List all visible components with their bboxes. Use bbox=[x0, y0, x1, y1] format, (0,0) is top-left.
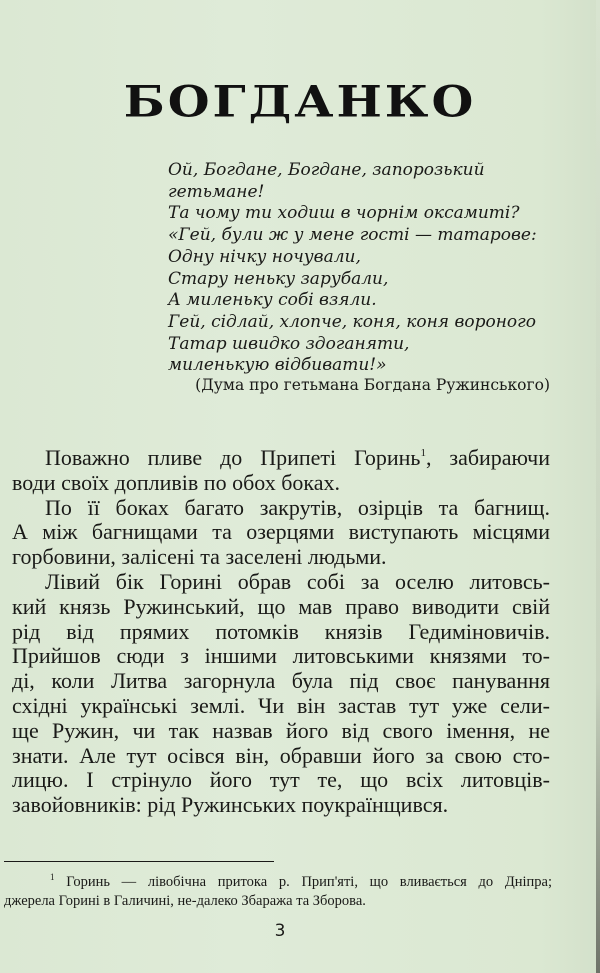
footnote-marker: 1 bbox=[50, 872, 55, 882]
page-number: 3 bbox=[274, 921, 286, 941]
verse-line: Стару неньку зарубали, bbox=[168, 268, 389, 289]
paragraph-line: кий князь Ружинський, що мав право виводити свій bbox=[12, 593, 550, 619]
paragraph-line: води своїх допливів по обох боках. bbox=[12, 469, 341, 495]
paragraph-line: рід від прямих потомків князів Гедиміновичів. bbox=[12, 618, 550, 644]
chapter-title: БОГДАНКО bbox=[123, 76, 477, 128]
verse-line: А миленьку собі взяли. bbox=[168, 290, 377, 311]
footnote-reference[interactable]: 1 bbox=[420, 447, 426, 459]
verse-line: Одну нічку ночували, bbox=[168, 246, 361, 267]
verse-line: гетьмане! bbox=[168, 181, 265, 202]
epigraph-attribution: (Дума про гетьмана Богдана Ружинського) bbox=[195, 376, 550, 394]
paragraph-line: знати. Але тут осівся він, обравши його за свою сто- bbox=[12, 742, 550, 768]
paragraph-line: Лівий бік Горині обрав собі за оселю литовсь- bbox=[45, 568, 550, 594]
footnote-line: $^1$ Горинь — лівобічна притока р. Прип'яті, що вливається до Дніпра; bbox=[50, 872, 553, 890]
verse-line: «Гей, були ж у мене гості — татарове: bbox=[168, 225, 537, 246]
verse-line: Гей, сідлай, хлопче, коня, коня вороного bbox=[168, 311, 536, 332]
paragraph-line: Прийшов сюди з іншими литовськими князями то- bbox=[12, 643, 550, 669]
verse-line: миленькую відбивати!» bbox=[168, 355, 387, 376]
paragraph-line: східні українські землі. Чи він застав тут уже сели- bbox=[12, 692, 550, 718]
verse-line: Та чому ти ходиш в чорнім оксамиті? bbox=[168, 203, 520, 224]
paragraph-line: лицю. І стрінуло його тут те, що всіх литовців- bbox=[12, 767, 550, 793]
verse-line: Ой, Богдане, Богдане, запорозький bbox=[168, 160, 485, 180]
verse-line: Татар швидко здоганяти, bbox=[168, 333, 410, 354]
epigraph-verse bbox=[168, 160, 588, 377]
paragraph-line: Поважно пливе до Припеті Горинь$^1$, забираючи bbox=[45, 445, 550, 470]
paragraph-line: завойовників: рід Ружинських поукраїнщився. bbox=[12, 792, 449, 818]
paragraph-line: ді, коли Литва загорнула була під своє панування bbox=[12, 668, 550, 694]
paragraph-line: горбовини, залісені та заселені людьми. bbox=[12, 544, 387, 570]
page-edge-shadow bbox=[596, 0, 600, 973]
footnote-divider bbox=[4, 861, 274, 862]
footnote bbox=[4, 873, 552, 911]
paragraph-line: ще Ружин, чи так назвав його від свого імення, не bbox=[12, 717, 550, 743]
paragraph-line: По її боках багато закрутів, озірців та багнищ. bbox=[45, 494, 550, 520]
paragraph-line: А між багнищами та озерцями виступають місцями bbox=[12, 519, 550, 545]
body-text bbox=[12, 446, 550, 818]
footnote-line: джерела Горині в Галичині, не-далеко Збаража та Зборова. bbox=[4, 893, 366, 909]
